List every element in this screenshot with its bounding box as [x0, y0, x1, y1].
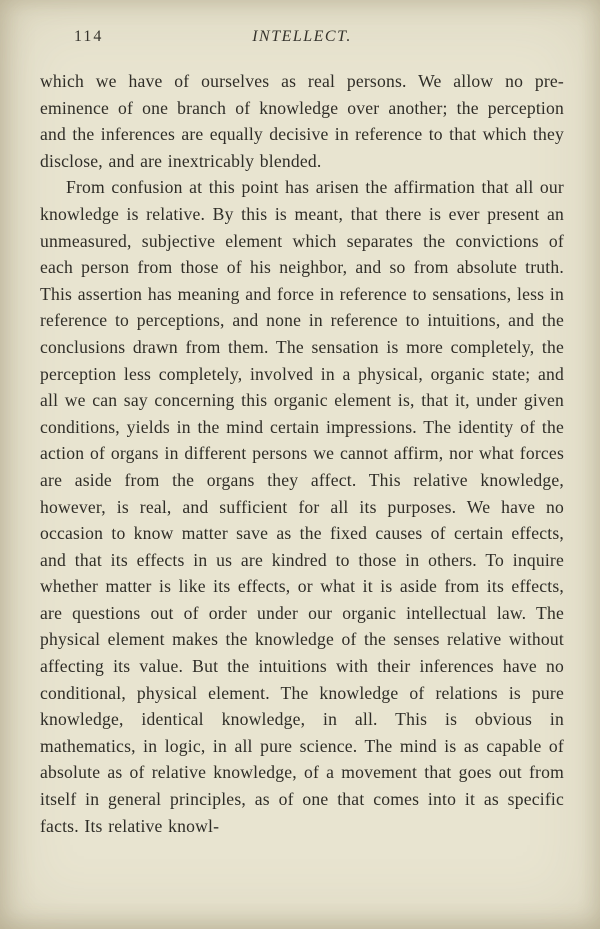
- paragraph: which we have of ourselves as real persons. We allow no pre-eminence of one branch of knowledge over another; the perception and the inferences are equally decisive in reference to that which they disclose, and are inextricably blended.: [40, 71, 564, 171]
- page-number: 114: [74, 28, 104, 45]
- running-header: INTELLECT.: [252, 28, 352, 45]
- page-header: [40, 26, 564, 56]
- paragraph: From confusion at this point has arisen the affirmation that all our knowledge is relative. By this is meant, that there is ever present an unmeasured, subjective element which separates the convictions of each person from those of his neighbor, and so from absolute truth. This assertion has meaning and force in reference to sensations, less in reference to perceptions, and none in reference to intuitions, and the conclusions drawn from them. The sensation is more completely, the perception less completely, involved in a physical, organic state; and all we can say concerning this organic element is, that it, under given conditions, yields in the mind certain impressions. The identity of the action of organs in different persons we cannot affirm, nor what forces are aside from the organs they affect. This relative knowledge, however, is real, and sufficient for all its purposes. We have no occasion to know matter save as the fixed causes of certain effects, and that its effects in us are kindred to those in others. To inquire whether matter is like its effects, or what it is aside from its effects, are questions out of order under our organic intellectual law. The physical element makes the knowledge of the senses relative without affecting its value. But the intuitions with their inferences have no conditional, physical element. The knowledge of relations is pure knowledge, identical knowledge, in all. This is obvious in mathematics, in logic, in all pure science. The mind is as capable of absolute as of relative knowledge, of a movement that goes out from itself in general principles, as of one that comes into it as specific facts. Its relative knowl-: [40, 177, 564, 836]
- page-body: [40, 68, 564, 839]
